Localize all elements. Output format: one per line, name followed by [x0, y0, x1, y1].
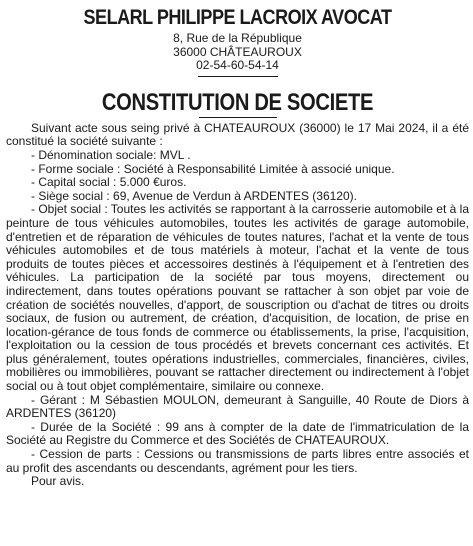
- address-city: 36000 CHÂTEAUROUX: [173, 44, 302, 59]
- firm-name: SELARL PHILIPPE LACROIX AVOCAT: [83, 6, 392, 29]
- closing-line: Pour avis.: [31, 474, 85, 489]
- company-name-line: - Dénomination sociale: MVL .: [31, 147, 191, 162]
- phone-number: 02-54-60-54-14: [196, 58, 279, 73]
- corporate-purpose-paragraph: - Objet social : Toutes les activités se rapportant à la carrosserie automobile et à la peinture de tous véhicules automobiles, toutes les activités de garage automobile, d'entretien et de réparation de véhicules de toutes natures, l'achat et la vente de tous véhicules automobiles et de tous matériels à moteur, l'achat et la vente de tous produits de toutes pièces et accessoires destinés à l'équipement et à l'entretien des véhicules. La participation de la société par tous moyens, directement ou indirectement, dans toutes opérations pouvant se rattacher à son objet par voie de création de sociétés nouvelles, d'apport, de souscription ou d'achat de titres ou droits sociaux, de fusion ou autrement, de création, d'acquisition, de location, de prise en location-gérance de tous fonds de commerce ou établissements, la prise, l'acquisition, l'exploitation ou la cession de tous procédés et brevets concernant ces activités. Et plus généralement, toutes opérations industrielles, commerciales, financières, civiles, mobilières ou immobilières, pouvant se rattacher directement ou indirectement à l'objet social ou à tout objet complémentaire, similaire ou connexe.: [6, 202, 469, 394]
- title-underline: [199, 117, 277, 118]
- share-transfer-paragraph: - Cession de parts : Cessions ou transmissions de parts libres entre associés et au profit des ascendants ou descendants, agrément pour les tiers.: [6, 447, 469, 475]
- notice-title: CONSTITUTION DE SOCIETE: [101, 88, 374, 116]
- capital-line: - Capital social : 5.000 €uros.: [31, 175, 187, 190]
- intro-paragraph: Suivant acte sous seing privé à CHATEAUROUX (36000) le 17 Mai 2024, il a été constitué la société suivante :: [6, 120, 469, 149]
- duration-paragraph: - Durée de la Société : 99 ans à compter de la date de l'immatriculation de la Société au Registre du Commerce et des Sociétés de CHATEAUROUX.: [6, 419, 469, 448]
- notice-body: [6, 122, 469, 489]
- legal-form-line: - Forme sociale : Société à Responsabilité Limitée à associé unique.: [31, 161, 395, 176]
- manager-paragraph: - Gérant : M Sébastien MOULON, demeurant à Sanguille, 40 Route de Diors à ARDENTES (36120): [6, 392, 469, 421]
- registered-office-line: - Siège social : 69, Avenue de Verdun à ARDENTES (36120).: [31, 188, 357, 203]
- header-divider: [198, 76, 278, 77]
- address-street: 8, Rue de la République: [173, 31, 302, 45]
- firm-address: [6, 32, 469, 73]
